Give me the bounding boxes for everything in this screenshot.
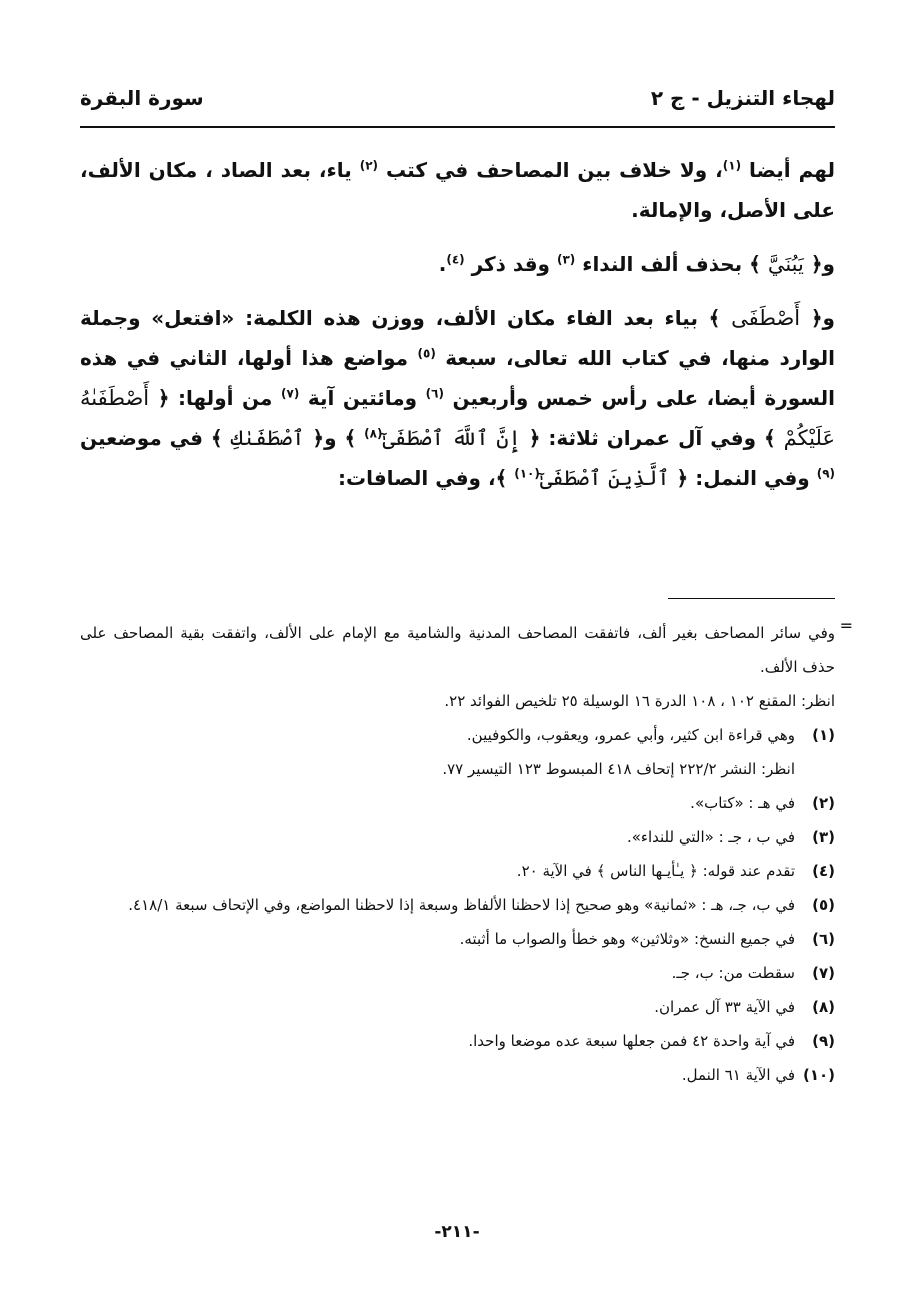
text-run: ، ولا خلاف بين المصاحف في كتب (378, 158, 723, 182)
footnote-ref-8: (٨) (364, 426, 383, 441)
footnote-item (80, 1024, 835, 1058)
text-run: ﴾ بحذف ألف النداء (575, 252, 768, 276)
text-run: ﴾ وفي آل عمران ثلاثة: ﴿ (520, 426, 784, 450)
footnote-cont-ref: انظر: المقنع ١٠٢ ، ١٠٨ الدرة ١٦ الوسيلة ٢٥ تلخيص الفوائد ٢٢. (444, 692, 835, 710)
footnote-ref-5: (٥) (417, 346, 436, 361)
footnote-continuation (80, 616, 853, 718)
text-run: ﴾ في موضعين (80, 426, 231, 450)
footnotes (80, 616, 853, 1092)
footnote-ref-10: (١٠) (514, 466, 540, 481)
footnote-item (80, 922, 835, 956)
footnote-item (80, 990, 835, 1024)
footnote-item (80, 1058, 835, 1092)
footnote-ref-2: (٢) (359, 158, 379, 173)
footnote-text: في ب، جـ، هـ : «ثمانية» وهو صحيح إذا لاحظنا الألفاظ وسبعة إذا لاحظنا المواضع، وفي الإتحاف سبعة ٤١٨/١. (128, 896, 795, 914)
footnote-cont-text: وفي سائر المصاحف بغير ألف، فاتفقت المصاحف المدنية والشامية مع الإمام على الألف، واتفقت بقية المصاحف على حذف الألف. (80, 624, 835, 676)
text-run: مواضع هذا أولها، الثاني في هذه السورة أيضا، على رأس خمس وأربعين (80, 346, 835, 410)
footnote-item (80, 888, 835, 922)
text-run: ﴾، وفي الصافات: (337, 466, 515, 490)
main-text (80, 150, 835, 498)
footnote-item (80, 786, 835, 820)
footnote-text: في ب ، جـ : «التي للنداء». (626, 828, 795, 846)
footnote-text: في هـ : «كتاب». (690, 794, 795, 812)
footnote-number: (٣) (812, 828, 835, 846)
text-run: و﴿ (803, 252, 835, 276)
text-run: لهم أيضا (741, 158, 835, 182)
quran-word: أَصْطَفَىٰهُ عَلَيْكُمْ (80, 386, 836, 450)
text-run: . (438, 252, 447, 276)
footnote-ref-6: (٦) (425, 386, 444, 401)
footnote-ref-3: (٣) (556, 252, 576, 267)
footnote-text: في آية واحدة ٤٢ فمن جعلها سبعة عده موضعا واحدا. (468, 1032, 795, 1050)
book-title: لهجاء التنزيل - ج ٢ (650, 86, 835, 110)
footnote-text: انظر: النشر ٢٢٢/٢ إتحاف ٤١٨ المبسوط ١٢٣ التيسير ٧٧. (442, 760, 795, 778)
footnote-number: (٥) (812, 896, 835, 914)
footnote-text: في الآية ٦١ النمل. (681, 1066, 795, 1084)
footnote-number: (٤) (812, 862, 835, 880)
footnote-number: (٦) (812, 930, 835, 948)
footnote-text: تقدم عند قوله: ﴿ يـٰأيـها الناس ﴾ في الآية ٢٠. (516, 862, 795, 880)
footnote-number: (٩) (812, 1032, 835, 1050)
footnote-text: في الآية ٣٣ آل عمران. (654, 998, 795, 1016)
footnote-text: وهي قراءة ابن كثير، وأبي عمرو، ويعقوب، والكوفيين. (466, 726, 795, 744)
footnote-text: سقطت من: ب، جـ. (671, 964, 795, 982)
footnote-text: في جميع النسخ: «وثلاثين» وهو خطأ والصواب ما أثبته. (459, 930, 795, 948)
footnote-list (80, 718, 835, 1092)
running-header (80, 80, 835, 120)
footnote-ref-7: (٧) (281, 386, 300, 401)
text-run: ياء، بعد الصاد ، مكان الألف، على الأصل، والإمالة. (80, 158, 835, 222)
quran-word: أَصْطَفَى (731, 306, 801, 330)
footnote-ref-4: (٤) (446, 252, 465, 267)
surah-title: سورة البقرة (80, 86, 204, 110)
quran-word: إِنَّ ٱللَّهَ ٱصْطَفَىٰٓ (382, 426, 521, 450)
text-run: وفي النمل: ﴿ (669, 466, 817, 490)
header-rule (80, 126, 835, 128)
footnote-item (80, 820, 835, 854)
text-run: ﴾ و﴿ (304, 426, 365, 450)
footnote-separator (668, 598, 835, 599)
text-run: ومائتين آية (299, 386, 426, 410)
footnote-number: (١٠) (802, 1066, 835, 1084)
quran-word: ٱلَّذِينَ ٱصْطَفَىٰٓ (539, 466, 670, 490)
text-run: و﴿ (800, 306, 835, 330)
footnote-item (80, 752, 835, 786)
paragraph-3 (80, 298, 835, 498)
page-number: -٢١١- (434, 1222, 480, 1242)
footnote-ref-1: (١) (722, 158, 742, 173)
paragraph-2 (80, 244, 835, 284)
footnote-number: (١) (812, 726, 835, 744)
text-run: ﴾ بياء بعد الفاء مكان الألف، ووزن هذه الكلمة: «افتعل» وجملة الوارد منها، في كتاب الله تعالى، سبعة (80, 306, 835, 370)
footnote-number: (٢) (812, 794, 835, 812)
paragraph-1 (80, 150, 835, 230)
quran-word: يَبُنَيَّ (767, 252, 804, 276)
footnote-item (80, 854, 835, 888)
footnote-number: (٧) (812, 964, 835, 982)
footnote-item (80, 956, 835, 990)
continuation-mark: = (839, 616, 853, 635)
footnote-ref-9: (٩) (816, 466, 835, 481)
text-run: من أولها: ﴿ (149, 386, 281, 410)
quran-word: ٱصْطَفَىٰكِ (230, 426, 305, 450)
footnote-number: (٨) (812, 998, 835, 1016)
footnote-item (80, 718, 835, 752)
text-run: وقد ذكر (464, 252, 557, 276)
